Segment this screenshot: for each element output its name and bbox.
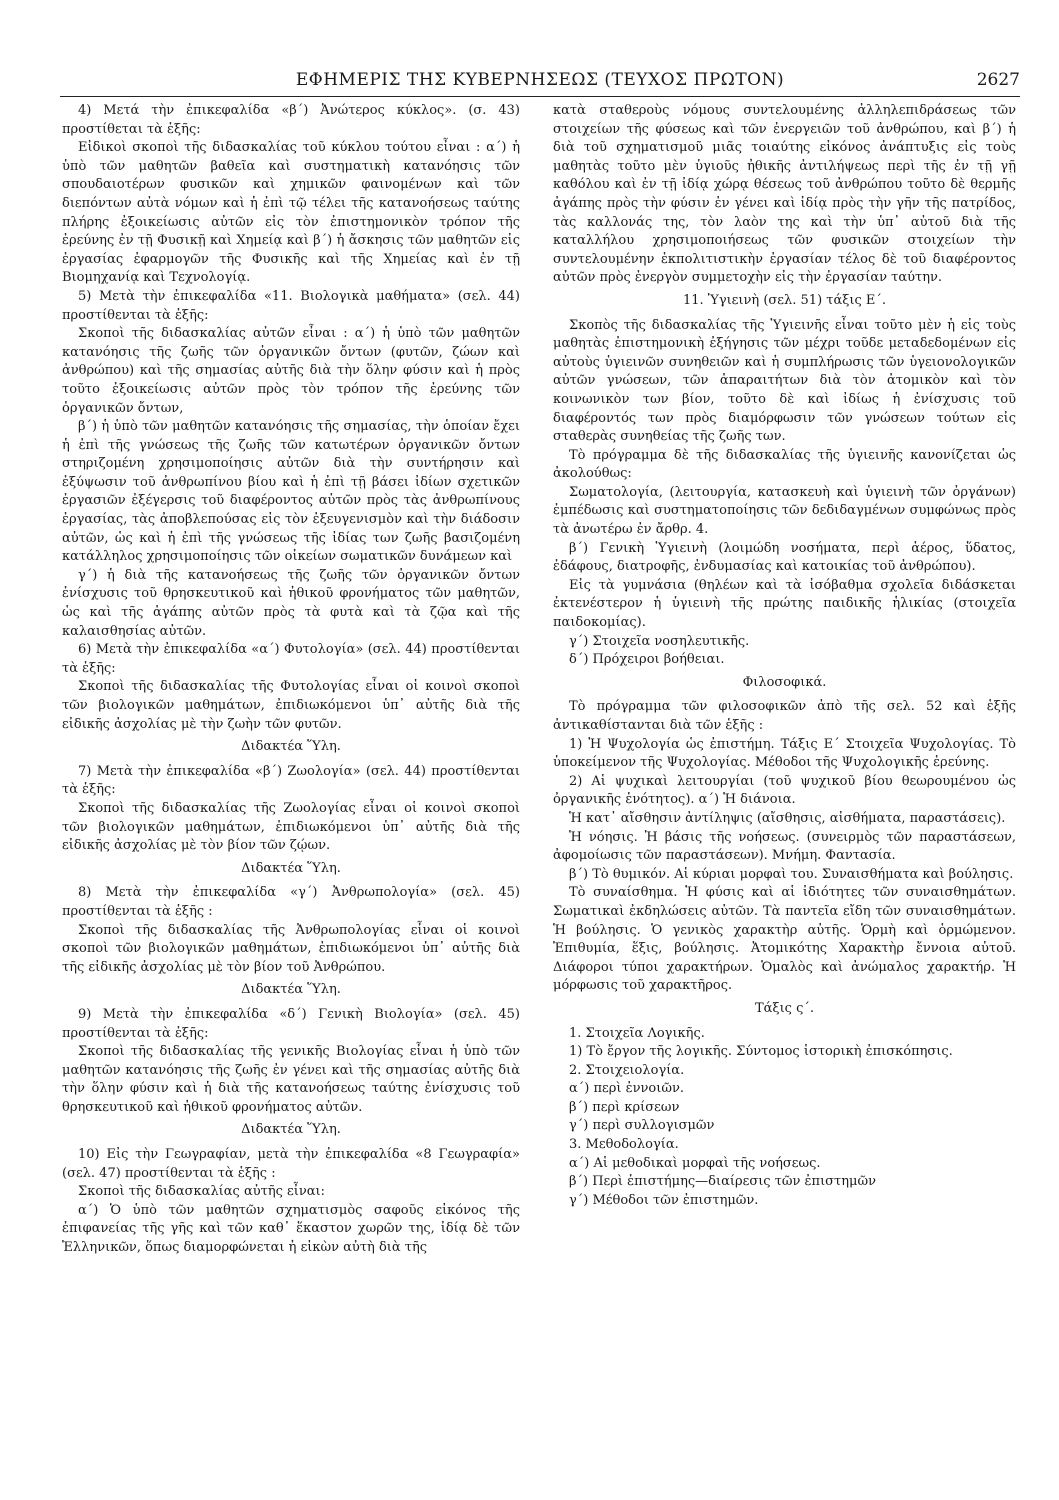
paragraph-geography-a: α΄) Ὁ ὑπὸ τῶν μαθητῶν σχηματισμὸς σαφοῦς εἰκόνος τῆς ἐπιφανείας τῆς γῆς καὶ τῶν καθ᾽ ἕκαστον χωρῶν της, ἰδίᾳ δὲ τῶν Ἑλληνικῶν, ὅπως διαμορφώνεται ἡ εἰκὼν αὐτὴ διὰ τῆς bbox=[62, 1202, 520, 1256]
paragraph-physics-aims: Εἰδικοὶ σκοποὶ τῆς διδασκαλίας τοῦ κύκλου τούτου εἶναι : α΄) ἡ ὑπὸ τῶν μαθητῶν βαθεῖα καὶ συστηματικὴ κατανόησις τῶν σπουδαιοτέρων φυσικῶν καὶ χημικῶν φαινομένων καὶ τῶν διεπόντων αὐτὰ νόμων καὶ ἡ ἐπὶ τῷ τέλει τῆς κατανοήσεως ταύτης πλήρης ἐξοικείωσις αὐτῶν εἰς τὸν ἐπιστημονικὸν τρόπον τῆς ἐρεύνης ἐν τῇ Φυσικῇ καὶ Χημείᾳ καὶ β΄) ἡ ἄσκησις τῶν μαθητῶν εἰς ἐργασίας ἐφαρμογῶν τῆς Φυσικῆς καὶ τῆς Χημείας καὶ ἐν τῇ Βιομηχανίᾳ καὶ Τεχνολογίᾳ. bbox=[62, 140, 520, 286]
paragraph-general-biology-aims: Σκοποὶ τῆς διδασκαλίας τῆς γενικῆς Βιολογίας εἶναι ἡ ὑπὸ τῶν μαθητῶν κατανόησις τῆς ζωῆς ἐν γένει καὶ τῆς σημασίας αὐτῆς διὰ τὴν ὅλην φύσιν καὶ ἡ διὰ τῆς κατανοήσεως ταύτης ἐνίσχυσις τοῦ θρησκευτικοῦ καὶ ἠθικοῦ φρονήματος αὐτῶν. bbox=[62, 1044, 520, 1115]
paragraph-biology-aims: Σκοποὶ τῆς διδασκαλίας αὐτῶν εἶναι : α΄) ἡ ὑπὸ τῶν μαθητῶν κατανόησις τῆς ζωῆς τῶν ὀργανικῶν ὄντων (φυτῶν, ζώων καὶ ἀνθρώπου) καὶ τῆς σημασίας αὐτῆς διὰ τὴν ὅλην φύσιν καὶ ἡ πρὸς τοῦτο ἐξοικείωσις αὐτῶν πρὸς τὸν τρόπον τῆς ἐρεύνης τῶν ὀργανικῶν ὄντων, bbox=[62, 326, 520, 416]
paragraph-hygiene-program: Τὸ πρόγραμμα δὲ τῆς διδασκαλίας τῆς ὑγιεινῆς κανονίζεται ὡς ἀκολούθως: bbox=[553, 447, 1016, 482]
amendment-10: 10) Εἰς τὴν Γεωγραφίαν, μετὰ τὴν ἐπικεφαλίδα «8 Γεωγραφία» (σελ. 47) προστίθενται τὰ ἑξῆς : bbox=[62, 1147, 520, 1181]
header-rule bbox=[60, 96, 1020, 97]
item-cognition: Ἡ νόησις. Ἡ βάσις τῆς νοήσεως. (συνειρμὸς τῶν παραστάσεων, ἀφομοίωσις τῶν παραστάσεων). Μνήμη. Φαντασία. bbox=[553, 829, 1016, 864]
subheading-syllabus: Διδακτέα Ὕλη. bbox=[241, 982, 341, 998]
amendment-9: 9) Μετὰ τὴν ἐπικεφαλίδα «δ΄) Γενικὴ Βιολογία» (σελ. 45) προστίθενται τὰ ἑξῆς: bbox=[62, 1006, 520, 1041]
item-stoicheiology: 2. Στοιχειολογία. bbox=[569, 1062, 685, 1078]
gazette-title: ΕΦΗΜΕΡΙΣ ΤΗΣ ΚΥΒΕΡΝΗΣΕΩΣ (ΤΕΥΧΟΣ ΠΡΩΤΟΝ) bbox=[295, 70, 785, 90]
heading-philosophy: Φιλοσοφικά. bbox=[742, 674, 827, 690]
heading-class-6: Τάξις ς΄. bbox=[754, 1000, 815, 1016]
subheading-syllabus: Διδακτέα Ὕλη. bbox=[241, 1122, 341, 1138]
item-psychic-functions: 2) Αἱ ψυχικαὶ λειτουργίαι (τοῦ ψυχικοῦ βίου θεωρουμένου ὡς ὀργανικῆς ἑνότητος). α΄) Ἡ διάνοια. bbox=[553, 773, 1016, 808]
item-somatology: Σωματολογία, (λειτουργία, κατασκευὴ καὶ ὑγιεινὴ τῶν ὀργάνων) ἐμπέδωσις καὶ συστηματοποίησις τῶν δεδιδαγμένων συμφώνως πρὸς τὰ ἀνωτέρω ἐν ἄρθρ. 4. bbox=[553, 484, 1016, 538]
item-emotion: β΄) Τὸ θυμικόν. Αἱ κύριαι μορφαὶ του. Συναισθήματα καὶ βούλησις. bbox=[569, 866, 1014, 882]
paragraph-zoology-aims: Σκοποὶ τῆς διδασκαλίας τῆς Ζωολογίας εἶναι οἱ κοινοὶ σκοποὶ τῶν βιολογικῶν μαθημάτων, ἐπιδιωκόμενοι ὑπ᾽ αὐτῆς διὰ τῆς εἰδικῆς ἀσχολίας μὲ τὸν βίον τῶν ζῴων. bbox=[62, 800, 520, 854]
item-logic-elements: 1. Στοιχεῖα Λογικῆς. bbox=[569, 1025, 705, 1041]
amendment-6: 6) Μετὰ τὴν ἐπικεφαλίδα «α΄) Φυτολογία» (σελ. 44) προστίθενται τὰ ἑξῆς: bbox=[62, 642, 520, 676]
item-concepts: α΄) περὶ ἐννοιῶν. bbox=[569, 1081, 684, 1097]
paragraph-philosophy-program: Τὸ πρόγραμμα τῶν φιλοσοφικῶν ἀπὸ τῆς σελ. 52 καὶ ἑξῆς ἀντικαθίστανται διὰ τῶν ἑξῆς : bbox=[553, 699, 1016, 733]
amendment-8: 8) Μετὰ τὴν ἐπικεφαλίδα «γ΄) Ἀνθρωπολογία» (σελ. 45) προστίθενται τὰ ἑξῆς : bbox=[62, 885, 520, 919]
item-methodical-forms: α΄) Αἱ μεθοδικαὶ μορφαὶ τῆς νοήσεως. bbox=[569, 1155, 821, 1171]
item-first-aid: δ΄) Πρόχειροι βοήθειαι. bbox=[569, 652, 725, 668]
paragraph-girls-gymnasia: Εἰς τὰ γυμνάσια (θηλέων καὶ τὰ ἰσόβαθμα σχολεῖα διδάσκεται ἐκτενέστερον ἡ ὑγιεινὴ τῆς πρώτης παιδικῆς ἡλικίας (στοιχεῖα παιδοκομίας). bbox=[553, 577, 1016, 631]
paragraph-feeling: Τὸ συναίσθημα. Ἡ φύσις καὶ αἱ ἰδιότητες τῶν συναισθημάτων. Σωματικαὶ ἐκδηλώσεις αὐτῶν. Τὰ παντεῖα εἴδη τῶν συναισθημάτων. Ἡ βούλησις. Ὁ γενικὸς χαρακτὴρ αὐτῆς. Ὁρμὴ καὶ ὁρμώμενον. Ἐπιθυμία, ἕξις, βούλησις. Ἀτομικότης Χαρακτὴρ ἔννοια αὐτοῦ. Διάφοροι τύποι χαρακτήρων. Ὁμαλὸς καὶ ἀνώμαλος χαρακτήρ. Ἡ μόρφωσις τοῦ χαρακτῆρος. bbox=[553, 885, 1016, 994]
subheading-syllabus: Διδακτέα Ὕλη. bbox=[241, 860, 341, 876]
paragraph-biology-b: β΄) ἡ ὑπὸ τῶν μαθητῶν κατανόησις τῆς σημασίας, τὴν ὁποίαν ἔχει ἡ ἐπὶ τῆς γνώσεως τῆς ζωῆς τῶν κατωτέρων ὀργανικῶν ὄντων στηριζομένη χρησιμοποίησις αὐτῶν διὰ τὴν συντήρησιν καὶ ἐξύψωσιν τοῦ ἀνθρωπίνου βίου καὶ ἡ ἐπὶ τῇ βάσει ἰδίων σχετικῶν ἐργασιῶν ἐξέγερσις τοῦ διαφέροντος αὐτῶν πρὸς τὰς ἀνθρωπίνους ἐργασίας, τὰς ἀποβλεπούσας εἰς τὸν ἐξευγενισμὸν καὶ τὴν διάδοσιν αὐτῶν, ὡς καὶ ἡ ἐπὶ τῆς γνώσεως τῆς ἰδίας των ζωῆς βασιζομένη κατάλληλος χρησιμοποίησις τῶν οἰκείων σωματικῶν δυνάμεων καὶ bbox=[62, 419, 520, 565]
item-psychology-science: 1) Ἡ Ψυχολογία ὡς ἐπιστήμη. Τάξις Ε΄ Στοιχεῖα Ψυχολογίας. Τὸ ὑποκείμενον τῆς Ψυχολογίας. Μέθοδοι τῆς Ψυχολογικῆς ἐρεύνης. bbox=[553, 736, 1016, 771]
paragraph-hygiene-aims: Σκοπὸς τῆς διδασκαλίας τῆς Ὑγιεινῆς εἶναι τοῦτο μὲν ἡ εἰς τοὺς μαθητὰς ἐπιστημονικὴ ἐξήγησις τῶν μέχρι τοῦδε μεταδεδομένων εἰς αὐτοὺς ὑγιεινῶν συνηθειῶν καὶ ἡ συμπλήρωσις τῶν ὑγειονολογικῶν αὐτῶν γνώσεων, τῶν ἀπαραιτήτων διὰ τὸν ἀτομικὸν καὶ τὸν κοινωνικὸν των βίον, τοῦτο δὲ καὶ ἰδίως ἡ ἐνίσχυσις τοῦ διαφέροντός των πρὸς διαμόρφωσιν τῶν γνώσεων τούτων εἰς σταθερὰς συνηθείας τῆς ζωῆς των. bbox=[553, 317, 1016, 445]
item-general-hygiene: β΄) Γενικὴ Ὑγιεινὴ (λοιμώδη νοσήματα, περὶ ἀέρος, ὕδατος, ἐδάφους, διατροφῆς, ἐνδυμασίας καὶ κατοικίας τοῦ ἀνθρώπου). bbox=[553, 540, 1016, 575]
left-column bbox=[62, 102, 520, 1258]
amendment-5: 5) Μετὰ τὴν ἐπικεφαλίδα «11. Βιολογικὰ μαθήματα» (σελ. 44) προστίθενται τὰ ἑξῆς: bbox=[62, 288, 520, 323]
item-logic-work: 1) Τὸ ἔργον τῆς λογικῆς. Σύντομος ἱστορικὴ ἐπισκόπησις. bbox=[569, 1044, 953, 1060]
item-syllogisms: γ΄) περὶ συλλογισμῶν bbox=[569, 1118, 715, 1134]
page-header bbox=[60, 66, 1020, 96]
heading-hygiene: 11. Ὑγιεινὴ (σελ. 51) τάξις Ε΄. bbox=[682, 292, 887, 308]
amendment-7: 7) Μετὰ τὴν ἐπικεφαλίδα «β΄) Ζωολογία» (σελ. 44) προστίθενται τὰ ἑξῆς: bbox=[62, 763, 520, 798]
item-methodology: 3. Μεθοδολογία. bbox=[569, 1137, 679, 1153]
paragraph-anthropology-aims: Σκοποὶ τῆς διδασκαλίας τῆς Ἀνθρωπολογίας εἶναι οἱ κοινοὶ σκοποὶ τῶν βιολογικῶν μαθημάτων, ἐπιδιωκόμενοι ὑπ᾽ αὐτῆς διὰ τῆς εἰδικῆς ἀσχολίας μὲ τὸν βίον τοῦ Ἀνθρώπου. bbox=[62, 922, 520, 975]
item-sense-perception: Ἡ κατ᾽ αἴσθησιν ἀντίληψις (αἴσθησις, αἰσθήματα, παραστάσεις). bbox=[569, 810, 1006, 826]
right-column bbox=[553, 102, 1016, 1210]
item-science-methods: γ΄) Μέθοδοι τῶν ἐπιστημῶν. bbox=[569, 1192, 759, 1208]
item-nursing: γ΄) Στοιχεῖα νοσηλευτικῆς. bbox=[569, 633, 750, 649]
paragraph-biology-c: γ΄) ἡ διὰ τῆς κατανοήσεως τῆς ζωῆς τῶν ὀργανικῶν ὄντων ἐνίσχυσις τοῦ θρησκευτικοῦ καὶ ἠθικοῦ φρονήματος τῶν μαθητῶν, ὡς καὶ τῆς ἀγάπης αὐτῶν πρὸς τὰ φυτὰ καὶ τὰ ζῷα καὶ τῆς καλαισθησίας αὐτῶν. bbox=[62, 567, 520, 639]
amendment-4: 4) Μετά τὴν ἐπικεφαλίδα «β΄) Ἀνώτερος κύκλος». (σ. 43) προστίθεται τὰ ἑξῆς: bbox=[62, 103, 520, 137]
paragraph-geography-intro: Σκοποὶ τῆς διδασκαλίας αὐτῆς εἶναι: bbox=[78, 1184, 326, 1200]
page-number: 2627 bbox=[976, 70, 1020, 90]
paragraph-geography-continued: κατὰ σταθεροὺς νόμους συντελουμένης ἀλληλεπιδράσεως τῶν στοιχείων τῆς φύσεως καὶ τῶν ἐνεργειῶν τοῦ ἀνθρώπου, καὶ β΄) ἡ διὰ τοῦ σχηματισμοῦ μιᾶς τοιαύτης εἰκόνος ἀνάπτυξις εἰς τοὺς μαθητὰς τοῦτο μὲν ὑγιοῦς ἠθικῆς ἀντιλήψεως περὶ τῆς ἐν τῇ γῇ καθόλου καὶ ἐν τῇ ἰδίᾳ χώρᾳ θέσεως τοῦ ἀνθρώπου τοῦτο δὲ θερμῆς ἀγάπης πρὸς τὴν φύσιν ἐν γένει καὶ ἰδίᾳ πρὸς τὴν γῆν τῆς πατρίδος, τὰς καλλονάς της, τὸν λαὸν της καὶ τὴν ὑπ᾽ αὐτοῦ διὰ τῆς καταλλήλου χρησιμοποιήσεως τῶν φυσικῶν στοιχείων τὴν συντελουμένην ἐκπολιτιστικὴν ἐργασίαν τέλος δὲ τοῦ διαφέροντος αὐτῶν πρὸς ἐνεργὸν συμμετοχὴν εἰς τὴν ἐργασίαν ταύτην. bbox=[553, 103, 1016, 286]
subheading-syllabus: Διδακτέα Ὕλη. bbox=[241, 739, 341, 755]
item-judgments: β΄) περὶ κρίσεων bbox=[569, 1099, 680, 1115]
paragraph-botany-aims: Σκοποὶ τῆς διδασκαλίας τῆς Φυτολογίας εἶναι οἱ κοινοὶ σκοποὶ τῶν βιολογικῶν μαθημάτων, ἐπιδιωκόμενοι ὑπ᾽ αὐτῆς διὰ τῆς εἰδικῆς ἀσχολίας μὲ τὴν ζωὴν τῶν φυτῶν. bbox=[62, 679, 520, 732]
item-science-division: β΄) Περὶ ἐπιστήμης—διαίρεσις τῶν ἐπιστημῶν bbox=[569, 1174, 876, 1190]
